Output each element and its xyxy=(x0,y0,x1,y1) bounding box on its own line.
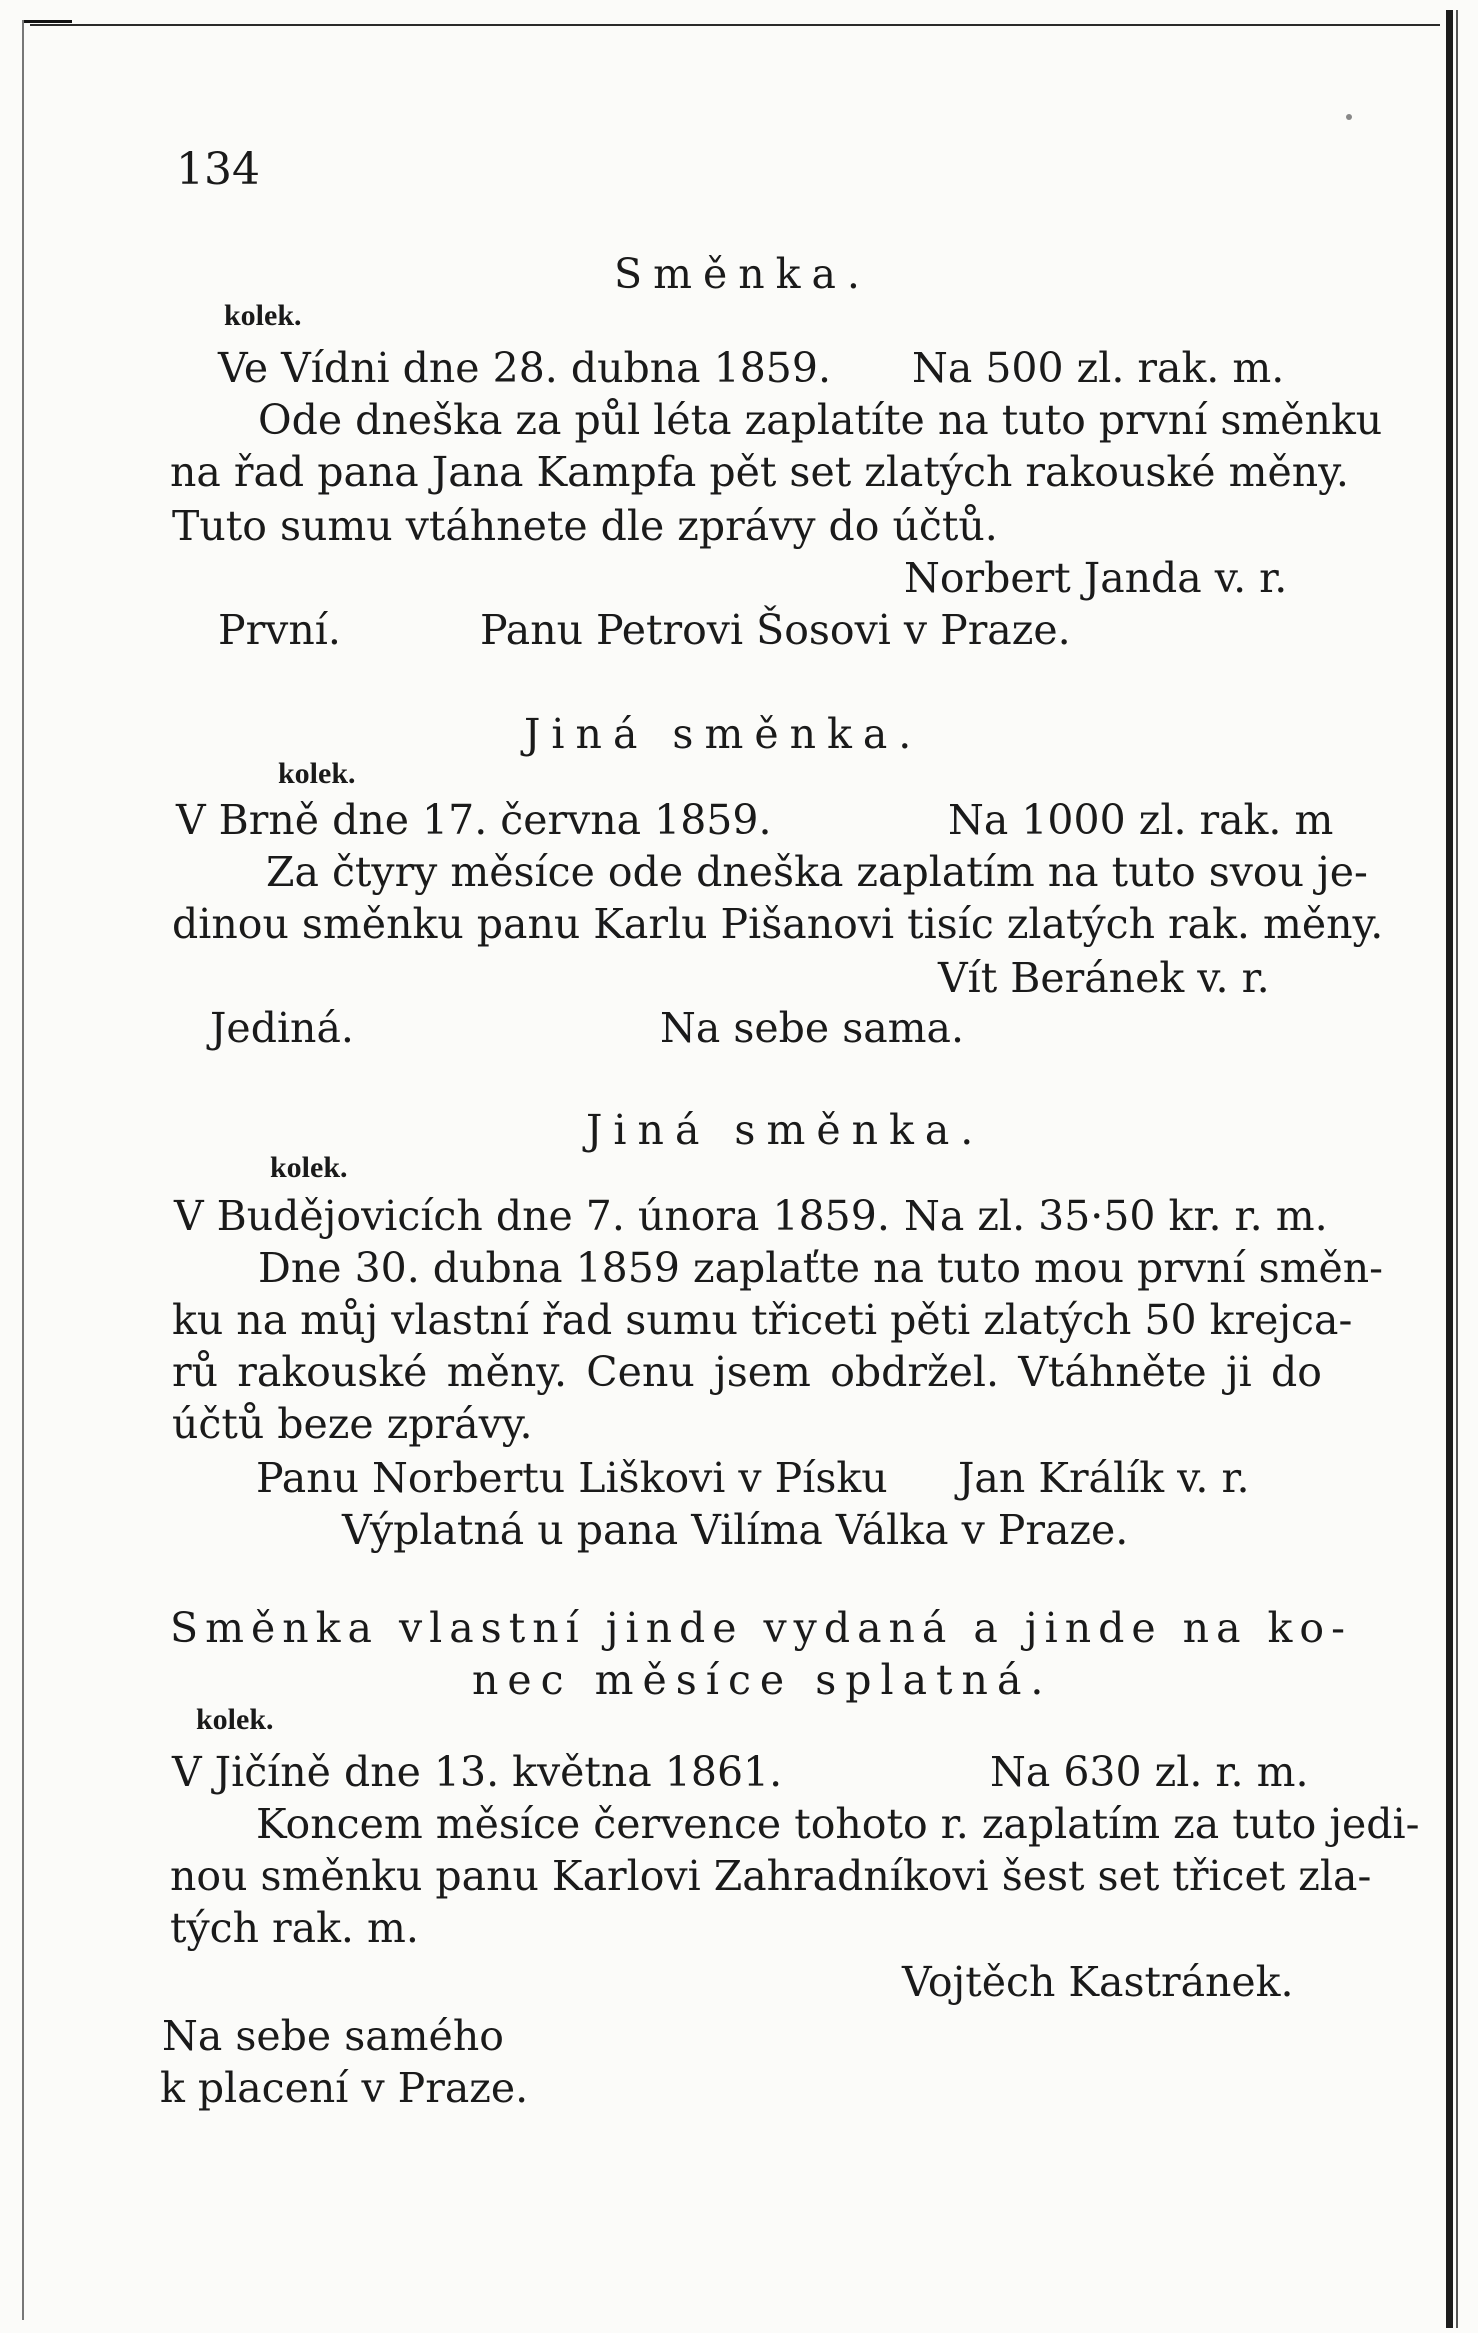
page-edge-right xyxy=(1446,10,1453,2328)
section-heading: Směnka. xyxy=(614,250,871,298)
section-heading: Směnka vlastní jinde vydaná a jinde na ko- xyxy=(170,1604,1352,1652)
section-heading: Jiná směnka. xyxy=(524,710,923,758)
body-line: dinou směnku panu Karlu Pišanovi tisíc zlatých rak. měny. xyxy=(172,900,1384,948)
place-date-line: V Jičíně dne 13. května 1861. xyxy=(172,1748,783,1796)
page-edge-top-left xyxy=(22,20,72,23)
stamp-label: kolek. xyxy=(224,299,302,332)
body-line: rů rakouské měny. Cenu jsem obdržel. Vtáhněte ji do xyxy=(172,1348,1322,1396)
copy-label: Jediná. xyxy=(210,1004,354,1052)
payable-note: Výplatná u pana Vilíma Válka v Praze. xyxy=(342,1506,1129,1554)
body-line: Ode dneška za půl léta zaplatíte na tuto první směnku xyxy=(258,396,1383,444)
signature: Vít Beránek v. r. xyxy=(938,954,1270,1002)
place-date-line: Ve Vídni dne 28. dubna 1859. xyxy=(218,344,831,392)
body-line: nou směnku panu Karlovi Zahradníkovi šest set třicet zla- xyxy=(170,1852,1372,1900)
amount-line: Na 500 zl. rak. m. xyxy=(912,344,1285,392)
body-line: účtů beze zprávy. xyxy=(172,1400,533,1448)
addressee: Na sebe sama. xyxy=(660,1004,965,1052)
copy-label: První. xyxy=(218,606,341,654)
body-line: tých rak. m. xyxy=(170,1904,419,1952)
body-line: ku na můj vlastní řad sumu třiceti pěti zlatých 50 krejca- xyxy=(172,1296,1353,1344)
body-line: Za čtyry měsíce ode dneška zaplatím na tuto svou je- xyxy=(266,848,1368,896)
place-date-line: V Budějovicích dne 7. února 1859. xyxy=(174,1192,890,1240)
section-heading: Jiná směnka. xyxy=(586,1106,985,1154)
place-date-line: V Brně dne 17. června 1859. xyxy=(176,796,772,844)
signature: Norbert Janda v. r. xyxy=(904,554,1288,602)
amount-line: Na 630 zl. r. m. xyxy=(990,1748,1309,1796)
page-number: 134 xyxy=(176,144,260,195)
amount-line: Na 1000 zl. rak. m xyxy=(948,796,1334,844)
addressee: Panu Norbertu Liškovi v Písku xyxy=(256,1454,888,1502)
body-line: Tuto sumu vtáhnete dle zprávy do účtů. xyxy=(172,502,998,550)
print-speck xyxy=(1346,114,1352,120)
body-line: Koncem měsíce července tohoto r. zaplatím za tuto jedi- xyxy=(256,1800,1420,1848)
body-line: Dne 30. dubna 1859 zaplaťte na tuto mou první směn- xyxy=(258,1244,1384,1292)
page-edge-left xyxy=(22,20,24,2320)
stamp-label: kolek. xyxy=(270,1151,348,1184)
page-edge-right-inner xyxy=(1456,10,1458,2328)
signature: Vojtěch Kastránek. xyxy=(902,1958,1294,2006)
addressee: Panu Petrovi Šosovi v Praze. xyxy=(480,606,1071,654)
amount-line: Na zl. 35·50 kr. r. m. xyxy=(904,1192,1328,1240)
stamp-label: kolek. xyxy=(278,757,356,790)
signature: Jan Králík v. r. xyxy=(958,1454,1250,1502)
page-edge-top xyxy=(30,24,1440,26)
body-line: na řad pana Jana Kampfa pět set zlatých rakouské měny. xyxy=(170,448,1349,496)
stamp-label: kolek. xyxy=(196,1703,274,1736)
drawee-note: k placení v Praze. xyxy=(160,2064,529,2112)
drawee-note: Na sebe samého xyxy=(162,2012,504,2060)
section-heading-continued: nec měsíce splatná. xyxy=(472,1656,1053,1704)
